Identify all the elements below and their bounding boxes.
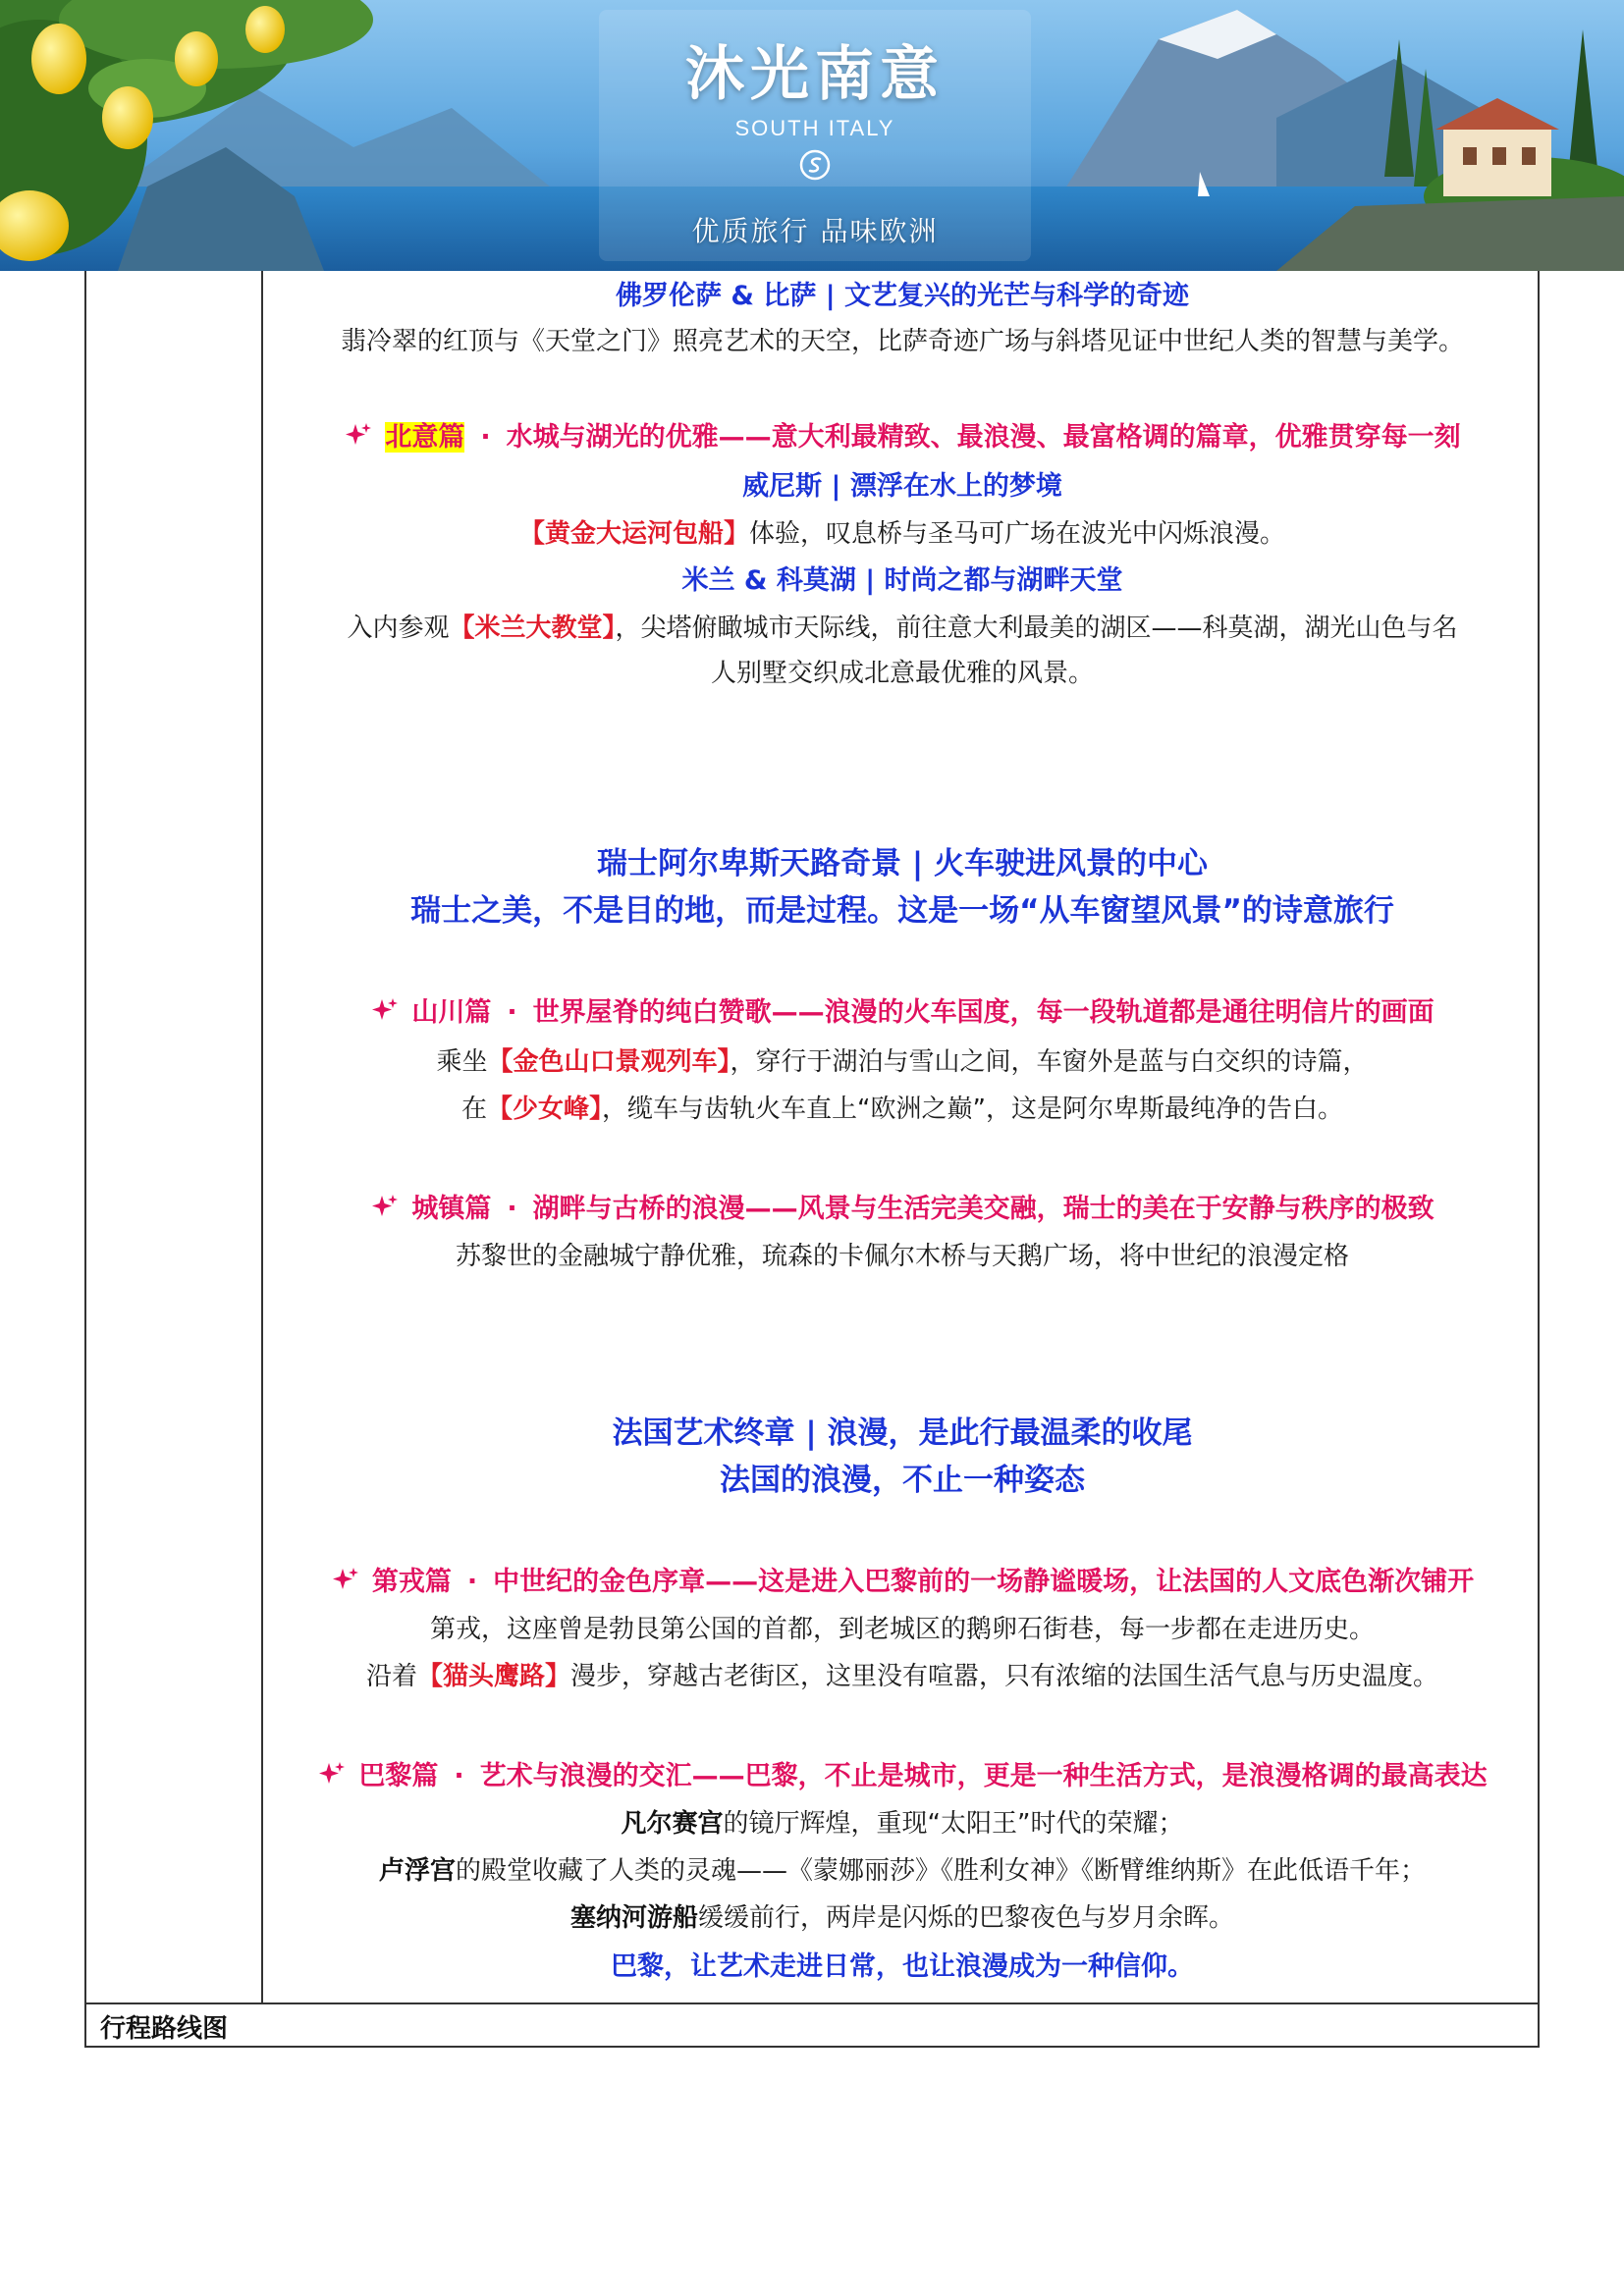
venice-heading: 威尼斯 | 漂浮在水上的梦境 <box>742 471 1062 502</box>
town-title: 湖畔与古桥的浪漫——风景与生活完美交融，瑞士的美在于安静与秩序的极致 <box>532 1194 1435 1224</box>
banner-subtitle: SOUTH ITALY <box>734 116 895 140</box>
chapter-dot: · <box>507 1194 517 1224</box>
dijon-title: 中世纪的金色序章——这是进入巴黎前的一场静谧暖场，让法国的人文底色渐次铺开 <box>493 1567 1475 1597</box>
paris-text-line3 <box>265 1898 1540 1938</box>
mountain-text-line1 <box>265 1042 1540 1082</box>
paris-title: 艺术与浪漫的交汇——巴黎，不止是城市，更是一种生活方式，是浪漫格调的最高表达 <box>479 1761 1488 1791</box>
sparkle-icon <box>344 421 373 451</box>
milan-desc1: ，尖塔俯瞰城市天际线，前往意大利最美的湖区——科莫湖，湖光山色与名 <box>615 614 1458 643</box>
paris-tag: 巴黎篇 <box>358 1761 439 1791</box>
banner-brand <box>628 27 1001 249</box>
town-text: 苏黎世的金融城宁静优雅，琉森的卡佩尔木桥与天鹅广场，将中世纪的浪漫定格 <box>455 1242 1349 1271</box>
florence-heading: 佛罗伦萨 & 比萨 | 文艺复兴的光芒与科学的奇迹 <box>615 281 1189 311</box>
chapter-dot: · <box>480 422 491 453</box>
mountain-bracket1: 【金色山口景观列车】 <box>487 1047 731 1077</box>
town-chapter <box>265 1190 1540 1229</box>
north-italy-tag: 北意篇 <box>385 422 465 453</box>
banner-title: 沐光南意 <box>685 40 945 109</box>
milan-text-line2: 人别墅交织成北意最优雅的风景。 <box>710 659 1094 688</box>
mountain-text-line2 <box>265 1090 1540 1129</box>
itinerary-table <box>84 271 1540 2048</box>
swiss-heading-2: 瑞士之美，不是目的地，而是过程。这是一场“从车窗望风景”的诗意旅行 <box>410 893 1394 929</box>
dijon-desc2: 漫步，穿越古老街区，这里没有喧嚣，只有浓缩的法国生活气息与历史温度。 <box>570 1662 1439 1691</box>
france-heading-2: 法国的浪漫，不止一种姿态 <box>720 1463 1085 1498</box>
paris-desc3: 缓缓前行，两岸是闪烁的巴黎夜色与岁月余晖。 <box>698 1903 1235 1933</box>
paris-closing: 巴黎，让艺术走进日常，也让浪漫成为一种信仰。 <box>611 1951 1194 1982</box>
mountain-desc2: ，缆车与齿轨火车直上“欧洲之巅”，这是阿尔卑斯最纯净的告白。 <box>602 1095 1343 1124</box>
route-map-label: 行程路线图 <box>100 2014 229 2044</box>
mountain-pre1: 乘坐 <box>436 1047 488 1077</box>
sparkle-icon <box>331 1566 360 1595</box>
paris-text-line1 <box>265 1804 1540 1843</box>
header-banner <box>0 0 1624 271</box>
dijon-pre2: 沿着 <box>365 1662 417 1691</box>
table-row-divider <box>86 2002 1538 2004</box>
mountain-chapter <box>265 993 1540 1033</box>
milan-heading: 米兰 & 科莫湖 | 时尚之都与湖畔天堂 <box>681 565 1123 596</box>
town-tag: 城镇篇 <box>411 1194 492 1224</box>
milan-text-line1 <box>265 609 1540 648</box>
paris-chapter <box>265 1757 1540 1796</box>
paris-bold2: 卢浮宫 <box>378 1856 456 1886</box>
paris-desc1: 的镜厅辉煌，重现“太阳王”时代的荣耀； <box>723 1809 1184 1839</box>
france-heading-1: 法国艺术终章 | 浪漫，是此行最温柔的收尾 <box>612 1415 1193 1451</box>
florence-text: 翡冷翠的红顶与《天堂之门》照亮艺术的天空，比萨奇迹广场与斜塔见证中世纪人类的智慧与美学。 <box>340 327 1464 356</box>
north-italy-title: 水城与湖光的优雅——意大利最精致、最浪漫、最富格调的篇章，优雅贯穿每一刻 <box>506 422 1461 453</box>
mountain-desc1: ，穿行于湖泊与雪山之间，车窗外是蓝与白交织的诗篇， <box>730 1047 1369 1077</box>
table-label-cell <box>86 271 263 2004</box>
north-italy-chapter <box>265 418 1540 457</box>
venice-text <box>265 514 1540 554</box>
paris-text-line2 <box>265 1851 1540 1891</box>
chapter-dot: · <box>507 997 517 1028</box>
brand-logo-icon <box>799 149 831 181</box>
banner-slogan: 优质旅行 品味欧洲 <box>691 215 939 247</box>
mountain-pre2: 在 <box>461 1095 488 1124</box>
dijon-bracket2: 【猫头鹰路】 <box>416 1662 570 1691</box>
paris-bold3: 塞纳河游船 <box>569 1903 698 1933</box>
sparkle-icon <box>370 1193 400 1222</box>
paris-desc2: 的殿堂收藏了人类的灵魂——《蒙娜丽莎》《胜利女神》《断臂维纳斯》在此低语千年； <box>456 1856 1427 1886</box>
chapter-dot: · <box>454 1761 464 1791</box>
dijon-text-line2 <box>265 1657 1540 1696</box>
chapter-dot: · <box>466 1567 478 1597</box>
dijon-chapter <box>265 1563 1540 1602</box>
paris-bold1: 凡尔赛宫 <box>621 1809 724 1839</box>
mountain-title: 世界屋脊的纯白赞歌——浪漫的火车国度，每一段轨道都是通往明信片的画面 <box>532 997 1435 1028</box>
mountain-tag: 山川篇 <box>411 997 492 1028</box>
milan-pre: 入内参观 <box>347 614 450 643</box>
venice-desc: 体验，叹息桥与圣马可广场在波光中闪烁浪漫。 <box>749 519 1286 549</box>
mountain-bracket2: 【少女峰】 <box>487 1095 603 1124</box>
swiss-heading-1: 瑞士阿尔卑斯天路奇景 | 火车驶进风景的中心 <box>597 846 1208 881</box>
venice-bracket: 【黄金大运河包船】 <box>518 519 749 549</box>
sparkle-icon <box>370 996 400 1026</box>
milan-bracket: 【米兰大教堂】 <box>449 614 616 643</box>
sparkle-icon <box>317 1760 347 1789</box>
dijon-text-line1: 第戎，这座曾是勃艮第公国的首都，到老城区的鹅卵石街巷，每一步都在走进历史。 <box>429 1615 1375 1644</box>
dijon-tag: 第戎篇 <box>371 1567 452 1597</box>
